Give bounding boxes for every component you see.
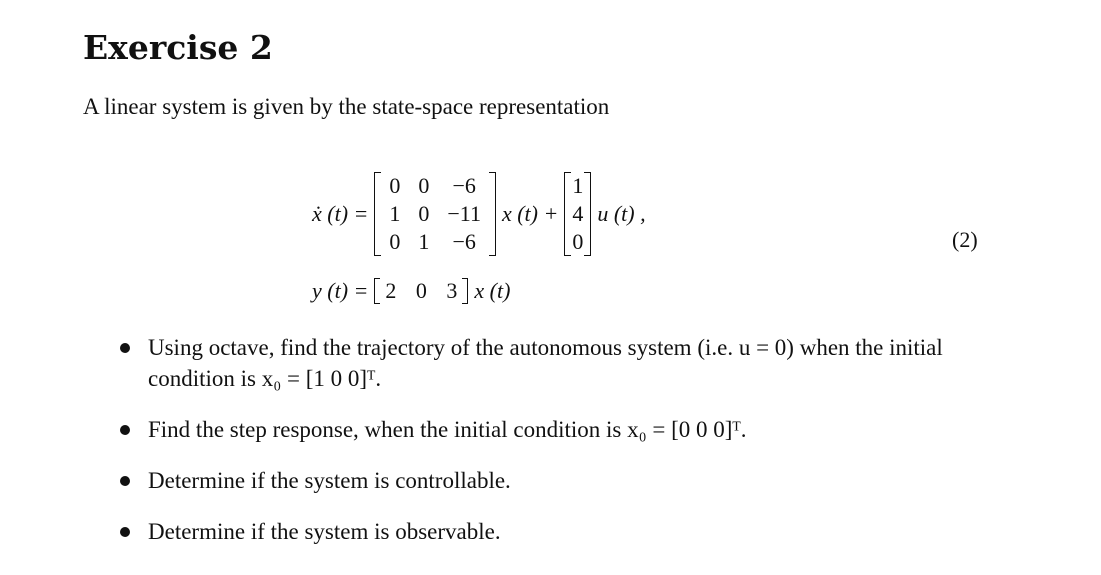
state-eq-rhs: u (t) , (597, 201, 646, 226)
task-text: Find the step response, when the initial condition is x₀ = [0 0 0]ᵀ. (148, 417, 747, 442)
output-eq-lhs: y (t) = (312, 278, 369, 303)
matrix-b-cell: 0 (572, 229, 584, 254)
list-item (118, 516, 998, 547)
matrix-a-cell: −6 (452, 173, 476, 198)
matrix-c-cell: 2 (385, 278, 397, 303)
matrix-c-cell: 3 (446, 278, 458, 303)
bullet-icon (120, 476, 130, 486)
matrix-a-cell: 0 (418, 201, 430, 226)
task-text: Using octave, find the trajectory of the autonomous system (i.e. u = 0) when the initial condition is x₀ = [1 0 0]ᵀ. (148, 335, 943, 391)
exercise-title: Exercise 2 (83, 28, 273, 67)
bullet-icon (120, 527, 130, 537)
matrix-a-cell: −6 (452, 229, 476, 254)
matrix-a-cell: 1 (418, 229, 430, 254)
bullet-icon (120, 425, 130, 435)
state-eq-lhs: ẋ (t) = (312, 201, 369, 226)
matrix-a (374, 172, 496, 256)
matrix-a-cell: −11 (447, 201, 481, 226)
matrix-c (374, 278, 468, 304)
matrix-a-cell: 0 (389, 229, 401, 254)
matrix-a-cell: 0 (418, 173, 430, 198)
task-text: Determine if the system is observable. (148, 519, 501, 544)
task-text: Determine if the system is controllable. (148, 468, 511, 493)
matrix-b (564, 172, 591, 256)
list-item (118, 332, 998, 394)
matrix-c-cell: 0 (415, 278, 427, 303)
intro-text: A linear system is given by the state-space representation (83, 94, 610, 119)
list-item (118, 465, 998, 496)
output-eq-rhs: x (t) (474, 278, 511, 303)
task-list (118, 332, 998, 567)
state-eq-mid: x (t) + (501, 201, 559, 226)
matrix-b-cell: 1 (572, 173, 584, 198)
matrix-a-cell: 0 (389, 173, 401, 198)
bullet-icon (120, 343, 130, 353)
matrix-b-cell: 4 (572, 201, 584, 226)
equation-number: (2) (952, 227, 978, 252)
output-equation (312, 278, 510, 304)
state-equation (312, 172, 646, 256)
list-item (118, 414, 998, 445)
matrix-a-cell: 1 (389, 201, 401, 226)
